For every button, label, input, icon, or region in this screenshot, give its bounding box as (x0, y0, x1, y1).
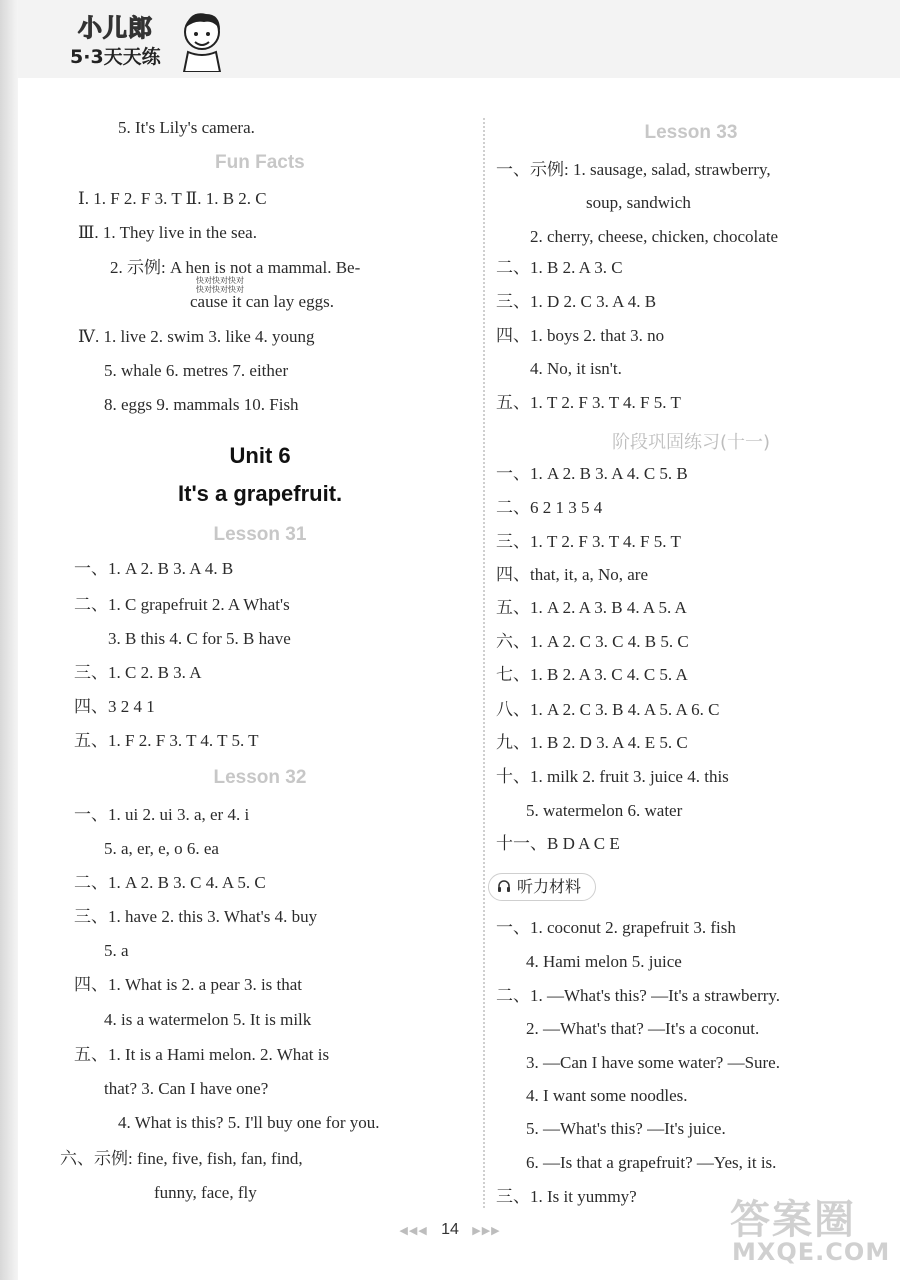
answer-line: soup, sandwich (586, 193, 691, 212)
lesson-heading: Lesson 33 (644, 122, 738, 143)
answer-line: cause it can lay eggs. (190, 292, 334, 311)
answer-line: 四、that, it, a, No, are (496, 565, 649, 584)
answer-line: 二、6 2 1 3 5 4 (496, 498, 603, 517)
lesson-heading: Lesson 31 (213, 524, 307, 545)
review-heading: 阶段巩固练习(十一) (612, 432, 771, 453)
watermark (722, 1188, 892, 1274)
lesson-heading: Lesson 32 (213, 767, 307, 788)
stamp-note-line: 快对快对快对 (196, 285, 244, 294)
logo-title: 小儿郎 (78, 14, 153, 42)
answer-line: 十一、B D A C E (496, 834, 620, 853)
footer-arrows-left-icon: ◀◀◀ (399, 1225, 428, 1237)
answer-line: 4. is a watermelon 5. It is milk (104, 1010, 312, 1029)
footer-arrows-right-icon: ▶▶▶ (472, 1225, 501, 1237)
unit-heading: It's a grapefruit. (178, 481, 343, 506)
answer-line: 2. —What's that? —It's a coconut. (526, 1019, 760, 1038)
headphones-icon (497, 879, 511, 893)
answer-line: 四、1. boys 2. that 3. no (496, 326, 665, 345)
answer-line: 4. What is this? 5. I'll buy one for you. (118, 1113, 380, 1132)
answer-line: 二、1. C grapefruit 2. A What's (74, 595, 290, 614)
lesson-heading: Fun Facts (215, 152, 305, 173)
answer-line: 二、1. B 2. A 3. C (496, 258, 623, 277)
book-spine-shadow (0, 0, 18, 1280)
answer-line: 三、1. T 2. F 3. T 4. F 5. T (496, 532, 681, 551)
answer-line: 一、1. coconut 2. grapefruit 3. fish (496, 918, 736, 937)
answer-line: 5. —What's this? —It's juice. (526, 1119, 726, 1138)
answer-line: Ⅳ. 1. live 2. swim 3. like 4. young (78, 327, 315, 346)
answer-line: 一、1. A 2. B 3. A 4. C 5. B (496, 464, 688, 483)
answer-line: 4. No, it isn't. (530, 359, 622, 378)
answer-line: 三、1. Is it yummy? (496, 1187, 637, 1206)
page-footer (370, 1221, 530, 1239)
watermark-title: 答案圈 (730, 1197, 856, 1243)
answer-line: 5. It's Lily's camera. (118, 118, 255, 137)
answer-line: 九、1. B 2. D 3. A 4. E 5. C (496, 733, 688, 752)
stamp-note-line: 快对快对快对 (196, 276, 244, 285)
answer-line: 三、1. have 2. this 3. What's 4. buy (74, 907, 318, 926)
answer-line: 3. B this 4. C for 5. B have (108, 629, 291, 648)
answer-line: 2. cherry, cheese, chicken, chocolate (530, 227, 779, 246)
answer-line: 十、1. milk 2. fruit 3. juice 4. this (496, 767, 729, 786)
answer-line: funny, face, fly (154, 1183, 257, 1202)
answer-line: Ⅲ. 1. They live in the sea. (78, 223, 257, 242)
answer-line: 4. I want some noodles. (526, 1086, 688, 1105)
answer-line: 六、1. A 2. C 3. C 4. B 5. C (496, 632, 689, 651)
answer-line: 一、1. ui 2. ui 3. a, er 4. i (74, 805, 250, 824)
column-divider (483, 118, 485, 1208)
answer-line: 二、1. —What's this? —It's a strawberry. (496, 986, 781, 1005)
answer-line: 三、1. D 2. C 3. A 4. B (496, 292, 657, 311)
listening-material-label: 听力材料 (517, 877, 582, 896)
answer-line: 三、1. C 2. B 3. A (74, 663, 202, 682)
answer-line: 2. 示例: A hen is not a mammal. Be- (110, 258, 361, 277)
answer-line: 一、1. A 2. B 3. A 4. B (74, 559, 234, 578)
answer-line: 4. Hami melon 5. juice (526, 952, 682, 971)
answer-line: 四、3 2 4 1 (74, 697, 155, 716)
answer-line: 8. eggs 9. mammals 10. Fish (104, 395, 299, 414)
answer-line: 五、1. A 2. A 3. B 4. A 5. A (496, 598, 687, 617)
watermark-url: MXQE.COM (732, 1238, 891, 1266)
answer-line: 5. whale 6. metres 7. either (104, 361, 289, 380)
unit-heading: Unit 6 (229, 443, 291, 468)
answer-line: 5. a (104, 941, 129, 960)
answer-line: 6. —Is that a grapefruit? —Yes, it is. (526, 1153, 777, 1172)
stamp-note (196, 276, 244, 294)
answer-line: 五、1. It is a Hami melon. 2. What is (74, 1045, 330, 1064)
answer-line: 七、1. B 2. A 3. C 4. C 5. A (496, 665, 688, 684)
logo-series: 5·3天天练 (70, 46, 161, 68)
answer-line: 5. watermelon 6. water (526, 801, 683, 820)
answer-line: 四、1. What is 2. a pear 3. is that (74, 975, 303, 994)
answer-line: 五、1. F 2. F 3. T 4. T 5. T (74, 731, 259, 750)
answer-line: 六、示例: fine, five, fish, fan, find, (60, 1149, 303, 1168)
mascot-boy-icon (176, 6, 228, 72)
answer-line: 五、1. T 2. F 3. T 4. F 5. T (496, 393, 681, 412)
answer-line: 5. a, er, e, o 6. ea (104, 839, 219, 858)
answer-line: 3. —Can I have some water? —Sure. (526, 1053, 780, 1072)
listening-material-tag (488, 873, 596, 901)
answer-line: that? 3. Can I have one? (104, 1079, 269, 1098)
series-logo (68, 6, 228, 72)
answer-line: 一、示例: 1. sausage, salad, strawberry, (496, 160, 771, 179)
answer-line: 二、1. A 2. B 3. C 4. A 5. C (74, 873, 266, 892)
answer-line: 八、1. A 2. C 3. B 4. A 5. A 6. C (496, 700, 720, 719)
answer-line: Ⅰ. 1. F 2. F 3. T Ⅱ. 1. B 2. C (78, 189, 267, 208)
page-number: 14 (441, 1221, 459, 1238)
